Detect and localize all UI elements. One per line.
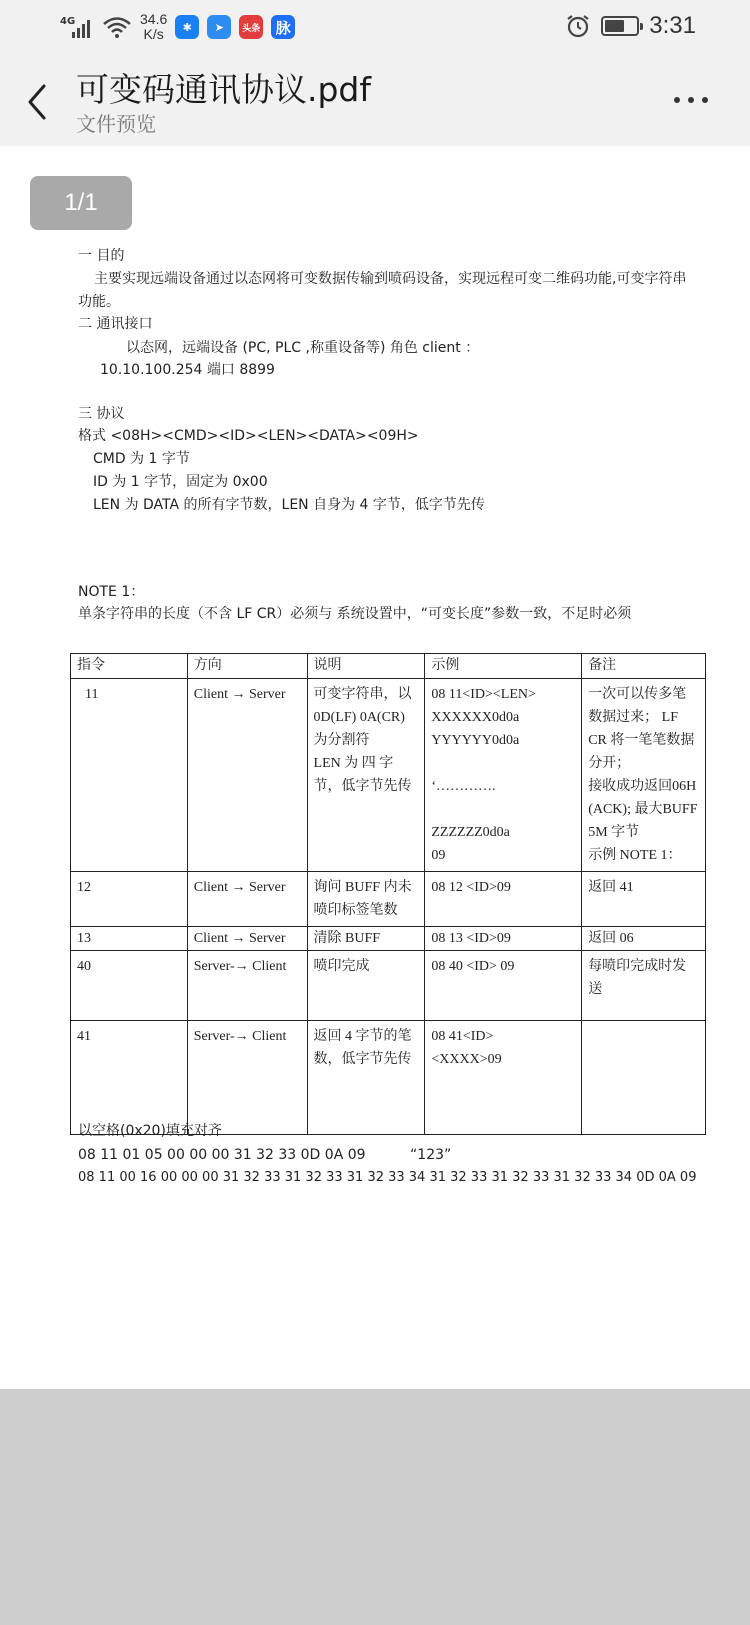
pdf-viewer[interactable] xyxy=(0,146,750,1389)
example-line-2: 08 11 00 16 00 00 00 31 32 33 31 32 33 31 32 33 34 31 32 33 31 32 33 31 32 33 34 0D 0A 09 xyxy=(78,1170,697,1185)
id-line: ID 为 1 字节，固定为 0x00 xyxy=(93,474,268,490)
more-dot-icon xyxy=(702,97,708,103)
back-button[interactable] xyxy=(18,80,58,124)
qq-icon: ✱ xyxy=(175,15,199,39)
table-cell-desc: 可变字符串，以0D(LF) 0A(CR)为分割符 LEN 为 四 字节，低字节先传 xyxy=(307,679,425,872)
example-line-1: 08 11 01 05 00 00 00 31 32 33 0D 0A 09 “123” xyxy=(78,1147,452,1163)
table-header-cell: 方向 xyxy=(187,654,307,679)
table-header-cell: 说明 xyxy=(307,654,425,679)
table-cell-cmd: 40 xyxy=(71,951,188,1021)
section-2-line-2: 10.10.100.254 端口 8899 xyxy=(100,362,275,378)
table-cell-remark: 返回 06 xyxy=(582,927,706,951)
table-cell-direction: Client → Server xyxy=(187,872,307,927)
network-speed-unit: K/s xyxy=(143,26,164,42)
table-cell-direction: Server-→ Client xyxy=(187,951,307,1021)
table-cell-remark: 一次可以传多笔数据过来； LF CR 将一笔笔数据分开； 接收成功返回06H (ACK); 最大BUFF 5M 字节 示例 NOTE 1： xyxy=(582,679,706,872)
padding-note: 以空格(0x20)填充对齐 xyxy=(78,1123,222,1139)
table-cell-desc: 喷印完成 xyxy=(307,951,425,1021)
table-cell-desc: 返回 4 字节的笔数，低字节先传 xyxy=(307,1021,425,1135)
table-cell-cmd: 41 xyxy=(71,1021,188,1135)
table-cell-remark: 返回 41 xyxy=(582,872,706,927)
table-cell-example: 08 12 <ID>09 xyxy=(425,872,582,927)
table-row xyxy=(71,951,706,1021)
table-row xyxy=(71,679,706,872)
cmd-line: CMD 为 1 字节 xyxy=(93,451,190,467)
file-title: 可变码通讯协议.pdf xyxy=(76,70,372,109)
table-cell-direction: Client → Server xyxy=(187,927,307,951)
table-cell-example: 08 41<ID> <XXXX>09 xyxy=(425,1021,582,1135)
battery-icon xyxy=(601,16,639,36)
format-line: 格式 <08H><CMD><ID><LEN><DATA><09H> xyxy=(78,428,419,444)
table-cell-remark xyxy=(582,1021,706,1135)
more-dot-icon xyxy=(674,97,680,103)
note-line: 单条字符串的长度（不含 LF CR）必须与 系统设置中，“可变长度”参数一致，不足时必须 xyxy=(78,606,632,622)
clock-time: 3:31 xyxy=(649,12,696,39)
cellular-signal-icon xyxy=(60,14,94,40)
status-bar-right xyxy=(565,12,696,40)
section-1-body: 主要实现远端设备通过以态网将可变数据传输到喷码设备，实现远程可变二维码功能,可变字符串功能。 xyxy=(78,271,687,310)
table-cell-cmd: 13 xyxy=(71,927,188,951)
table-row xyxy=(71,1021,706,1135)
table-cell-example: 08 13 <ID>09 xyxy=(425,927,582,951)
network-speed-value: 34.6 xyxy=(140,11,168,27)
table-cell-desc: 清除 BUFF xyxy=(307,927,425,951)
table-row xyxy=(71,872,706,927)
note-heading: NOTE 1： xyxy=(78,584,145,600)
section-3-heading: 三 协议 xyxy=(78,406,125,422)
table-row xyxy=(71,927,706,951)
table-cell-example: 08 40 <ID> 09 xyxy=(425,951,582,1021)
section-1-heading: 一 目的 xyxy=(78,248,125,264)
table-cell-direction: Client → Server xyxy=(187,679,307,872)
network-type-label: 4G xyxy=(60,16,76,27)
page-subtitle: 文件预览 xyxy=(76,112,156,136)
page-indicator: 1/1 xyxy=(30,176,132,230)
wifi-icon xyxy=(102,15,132,39)
app-header xyxy=(0,58,750,146)
table-cell-cmd: 11 xyxy=(71,679,188,872)
section-2-line-1: 以态网，远端设备 (PC, PLC ,称重设备等) 角色 client ： xyxy=(126,340,480,356)
viewer-bottom-blank xyxy=(0,1389,750,1625)
table-cell-example: 08 11<ID><LEN> XXXXXX0d0a YYYYYY0d0a ‘…………. ZZZZZZ0d0a 09 xyxy=(425,679,582,872)
network-speed xyxy=(140,12,167,42)
table-cell-direction: Server-→ Client xyxy=(187,1021,307,1135)
maimai-icon: 脉 xyxy=(271,15,295,39)
table-header-cell: 备注 xyxy=(582,654,706,679)
command-table xyxy=(70,653,706,1135)
table-header-row xyxy=(71,654,706,679)
status-bar-left xyxy=(60,12,295,42)
alarm-clock-icon xyxy=(565,13,591,39)
toutiao-icon: 头条 xyxy=(239,15,263,39)
table-cell-remark: 每喷印完成时发送 xyxy=(582,951,706,1021)
more-dot-icon xyxy=(688,97,694,103)
table-cell-cmd: 12 xyxy=(71,872,188,927)
len-line: LEN 为 DATA 的所有字节数，LEN 自身为 4 字节，低字节先传 xyxy=(93,497,485,513)
section-2-heading: 二 通讯接口 xyxy=(78,316,153,332)
table-header-cell: 示例 xyxy=(425,654,582,679)
more-options-button[interactable] xyxy=(674,88,714,112)
feishu-icon: ➤ xyxy=(207,15,231,39)
status-bar xyxy=(0,0,750,58)
table-cell-desc: 询问 BUFF 内未喷印标签笔数 xyxy=(307,872,425,927)
table-header-cell: 指令 xyxy=(71,654,188,679)
